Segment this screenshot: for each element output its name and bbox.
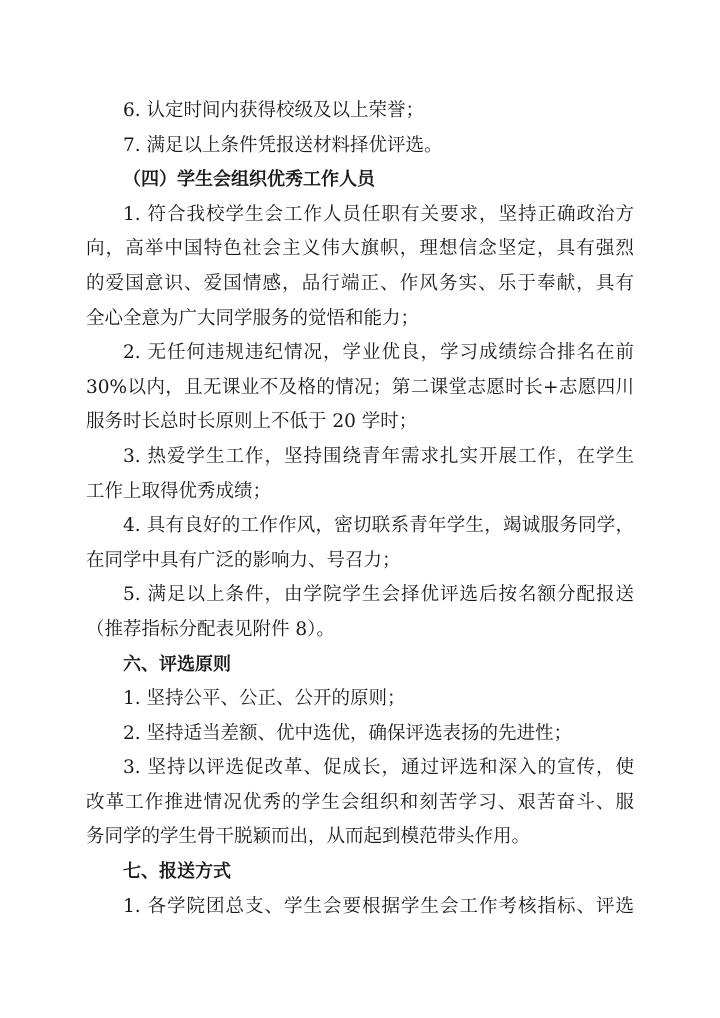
paragraph-line: 务同学的学生骨干脱颖而出，从而起到模范带头作用。	[86, 826, 531, 848]
paragraph-line: 的爱国意识、爱国情感，品行端正、作风务实、乐于奉献，具有	[86, 272, 634, 294]
paragraph-line: 工作上取得优秀成绩；	[86, 480, 272, 502]
section-heading: 六、评选原则	[123, 653, 231, 675]
paragraph-line: （推荐指标分配表见附件 8）。	[86, 618, 335, 640]
list-item: 7. 满足以上条件凭报送材料择优评选。	[123, 134, 443, 156]
paragraph-line: 1. 各学院团总支、学生会要根据学生会工作考核指标、评选	[123, 895, 634, 917]
paragraph-line: 3. 热爱学生工作，坚持围绕青年需求扎实开展工作，在学生	[123, 445, 634, 467]
paragraph-line: 向，高举中国特色社会主义伟大旗帜，理想信念坚定，具有强烈	[86, 238, 634, 260]
paragraph-line: 全心全意为广大同学服务的觉悟和能力；	[86, 307, 420, 329]
paragraph-line: 服务时长总时长原则上不低于 20 学时；	[86, 411, 418, 433]
section-heading: 七、报送方式	[123, 861, 231, 883]
paragraph-line: 30%以内，且无课业不及格的情况；第二课堂志愿时长+志愿四川	[86, 376, 634, 398]
list-item: 1. 坚持公平、公正、公开的原则；	[123, 688, 406, 710]
paragraph-line: 1. 符合我校学生会工作人员任职有关要求，坚持正确政治方	[123, 203, 634, 225]
section-heading: （四）学生会组织优秀工作人员	[123, 169, 375, 191]
paragraph-line: 改革工作推进情况优秀的学生会组织和刻苦学习、艰苦奋斗、服	[86, 791, 634, 813]
paragraph-line: 2. 无任何违规违纪情况，学业优良，学习成绩综合排名在前	[123, 342, 634, 364]
list-item: 6. 认定时间内获得校级及以上荣誉；	[123, 100, 425, 121]
paragraph-line: 5. 满足以上条件，由学院学生会择优评选后按名额分配报送	[123, 584, 634, 606]
paragraph-line: 3. 坚持以评选促改革、促成长，通过评选和深入的宣传，使	[123, 757, 634, 779]
list-item: 2. 坚持适当差额、优中选优，确保评选表扬的先进性；	[123, 722, 573, 744]
paragraph-line: 4. 具有良好的工作作风，密切联系青年学生，竭诚服务同学，	[123, 515, 634, 537]
paragraph-line: 在同学中具有广泛的影响力、号召力；	[86, 549, 401, 571]
